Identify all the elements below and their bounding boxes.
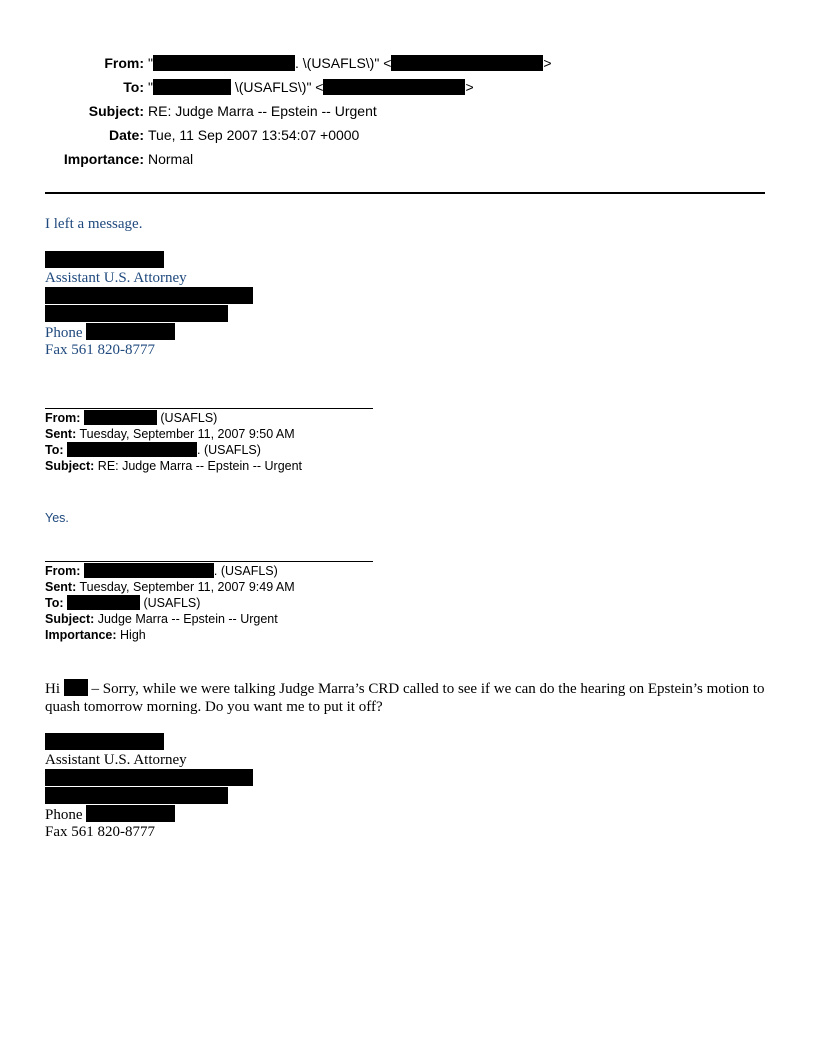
email2-divider xyxy=(45,408,373,409)
reply1-signature xyxy=(45,251,164,270)
email3-to-row xyxy=(45,595,200,611)
email2-subject-row xyxy=(45,458,302,474)
email2-subject-label: Subject: xyxy=(45,459,95,473)
email2-subject-value: RE: Judge Marra -- Epstein -- Urgent xyxy=(94,459,303,473)
header-to-mid: \(USAFLS\)" < xyxy=(230,79,324,95)
email3-subject-value: Judge Marra -- Epstein -- Urgent xyxy=(94,612,278,626)
email2-sent-value: Tuesday, September 11, 2007 9:50 AM xyxy=(76,427,295,441)
email3-sent-label: Sent: xyxy=(45,580,77,594)
email3-subject-label: Subject: xyxy=(45,612,95,626)
reply1-sig-redact-2 xyxy=(45,305,228,324)
email3-sig-title: Assistant U.S. Attorney xyxy=(45,752,187,768)
email2-to-row xyxy=(45,442,261,458)
redaction-block xyxy=(153,79,231,95)
header-date-value: Tue, 11 Sep 2007 13:54:07 +0000 xyxy=(148,127,360,143)
header-from-value xyxy=(148,54,552,72)
header-subject-value: RE: Judge Marra -- Epstein -- Urgent xyxy=(148,103,377,119)
email3-body-text: – Sorry, while we were talking Judge Marra’s CRD called to see if we can do the hearing on Epstein’s motion to quash tomorrow morning. Do you want me to put it off? xyxy=(45,681,765,715)
email2-sent-row xyxy=(45,426,295,442)
email2-to-suffix: . (USAFLS) xyxy=(197,443,261,457)
reply1-sig-phone xyxy=(45,323,175,342)
email3-divider xyxy=(45,561,373,562)
redaction-block xyxy=(45,787,228,804)
email3-to-suffix: (USAFLS) xyxy=(140,596,201,610)
reply1-message: I left a message. xyxy=(45,216,143,232)
redaction-block xyxy=(84,410,157,425)
email2-sent-label: Sent: xyxy=(45,427,77,441)
redaction-block xyxy=(64,679,88,696)
header-from-quote: " xyxy=(148,55,153,71)
header-from-row xyxy=(0,54,552,76)
redaction-block xyxy=(84,563,214,578)
redaction-block xyxy=(45,733,164,750)
redaction-block xyxy=(86,323,175,340)
header-date-label: Date: xyxy=(108,127,144,143)
header-importance-label: Importance: xyxy=(63,151,144,167)
redaction-block xyxy=(45,251,164,268)
email2-from-row xyxy=(45,410,217,426)
redaction-block xyxy=(323,79,465,95)
redaction-block xyxy=(45,287,253,304)
email3-to-label: To: xyxy=(45,596,64,610)
header-to-value xyxy=(148,78,474,96)
reply1-phone-label: Phone xyxy=(45,325,83,341)
redaction-block xyxy=(86,805,175,822)
header-to-quote: " xyxy=(148,79,153,95)
header-subject-label: Subject: xyxy=(88,103,144,119)
email2-from-suffix: (USAFLS) xyxy=(156,411,218,425)
email3-importance-row xyxy=(45,627,146,643)
header-importance-value: Normal xyxy=(148,151,194,167)
email3-importance-value: High xyxy=(116,628,146,642)
redaction-block xyxy=(391,55,543,71)
reply1-sig-redact-1 xyxy=(45,287,253,306)
email3-phone-label: Phone xyxy=(45,807,83,823)
email3-sig-fax: Fax 561 820-8777 xyxy=(45,824,155,840)
email3-subject-row xyxy=(45,611,278,627)
redaction-block xyxy=(67,442,197,457)
header-date-row xyxy=(0,126,360,148)
header-from-mid: . \(USAFLS\)" < xyxy=(294,55,392,71)
header-from-label: From: xyxy=(104,55,144,71)
email3-greeting: Hi xyxy=(45,681,64,697)
header-importance-row xyxy=(0,150,194,172)
header-from-end: > xyxy=(543,55,552,71)
email3-sig-redact-name xyxy=(45,733,164,752)
email3-sig-redact-1 xyxy=(45,769,253,788)
email3-from-row xyxy=(45,563,278,579)
email2-body: Yes. xyxy=(45,511,69,525)
redaction-block xyxy=(45,769,253,786)
header-to-row xyxy=(0,78,474,100)
redaction-block xyxy=(67,595,140,610)
email3-sent-value: Tuesday, September 11, 2007 9:49 AM xyxy=(76,580,295,594)
email2-to-label: To: xyxy=(45,443,64,457)
email3-sent-row xyxy=(45,579,295,595)
redaction-block xyxy=(153,55,295,71)
email2-from-label: From: xyxy=(45,411,81,425)
email3-sig-redact-2 xyxy=(45,787,228,806)
reply1-sig-title: Assistant U.S. Attorney xyxy=(45,270,187,286)
header-to-end: > xyxy=(465,79,474,95)
header-to-label: To: xyxy=(123,79,144,95)
email3-from-label: From: xyxy=(45,564,81,578)
email3-sig-phone xyxy=(45,805,175,824)
reply1-sig-fax: Fax 561 820-8777 xyxy=(45,342,155,358)
email3-body xyxy=(45,679,765,716)
header-subject-row xyxy=(0,102,377,124)
header-divider xyxy=(45,192,765,194)
email3-from-suffix: . (USAFLS) xyxy=(213,564,278,578)
redaction-block xyxy=(45,305,228,322)
email3-importance-label: Importance: xyxy=(45,628,117,642)
